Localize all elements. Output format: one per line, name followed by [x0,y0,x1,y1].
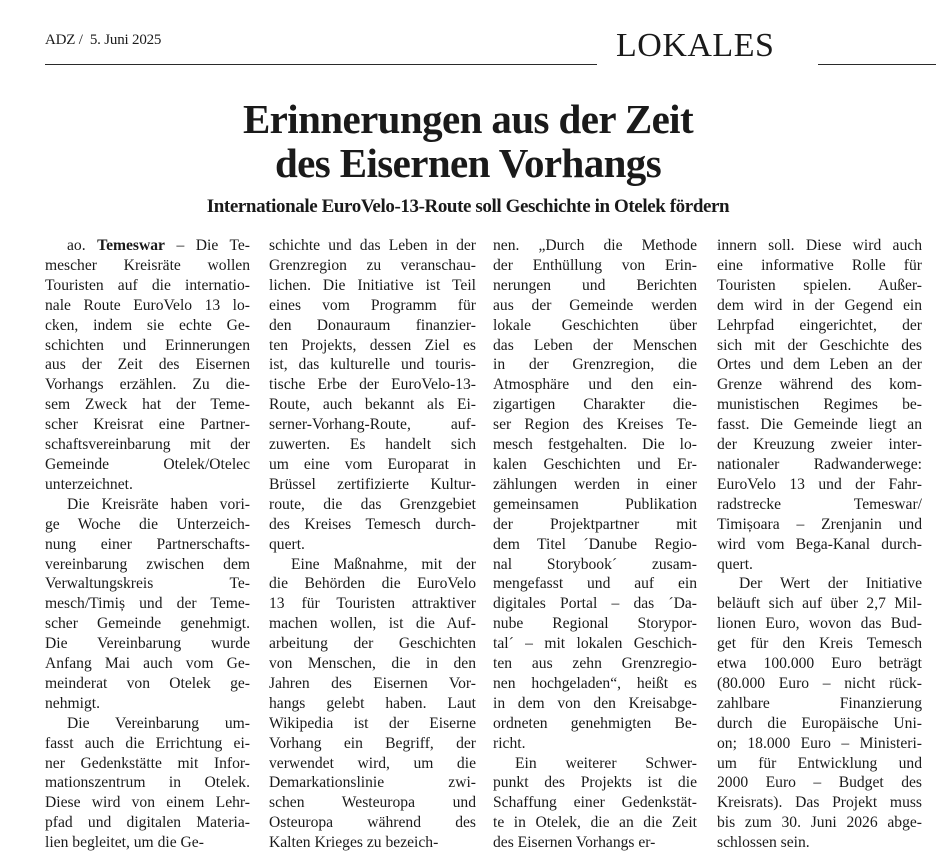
text-line: Diese wird von einem Lehr- [45,794,250,812]
text-line: route, die das Grenzgebiet [269,495,476,513]
publication-dateline [45,32,161,49]
text-line: durch die Europäische Uni- [717,714,922,732]
headline-line-1: Erinnerungen aus der Zeit [242,96,694,142]
text-line: lokale Geschichten über [493,316,697,334]
article-headline [0,97,936,185]
article-column-3 [493,236,697,853]
text-line: zahlbare Finanzierung [717,694,922,712]
text-line: Jahren des Eisernen Vor- [269,674,476,692]
text-line: Atmosphäre und den ein- [493,376,697,394]
text-line: meinderat von Otelek ge- [45,674,250,692]
text-line: des Kreises Temesch durch- [269,515,476,533]
text-line: Die Vereinbarung wurde [45,635,250,653]
text-line: Ein weiterer Schwer- [515,754,697,772]
text-line: eine informative Rolle für [717,256,922,274]
article-column-2 [269,236,476,853]
text-line: um eine vom Europarat in [269,455,476,473]
text-line: von Menschen, die in den [269,655,476,673]
text-line: Kalten Krieges zu bezeich- [269,834,439,852]
publication-name: ADZ / [45,32,83,48]
text-line: ge Woche die Unterzeich- [45,515,250,533]
text-line: Demarkationslinie zwi- [269,774,476,792]
text-line: ist, das kulturelle und touris- [269,356,476,374]
text-line: Gemeinde Otelek/Otelec [45,455,250,473]
text-line: Ortes und dem Leben an der [717,356,922,374]
text-line: munistischen Regimes be- [717,396,922,414]
text-line: fasst. Die Gemeinde liegt an [717,416,922,434]
text-line: digitales Portal – das ´Da- [493,595,697,613]
text-line: ao. Temeswar – Die Te- [67,237,251,254]
text-line: in der Grenzregion, die [493,356,697,374]
text-line: nehmigt. [45,694,101,712]
text-line: quert. [717,555,753,573]
text-line: punkt des Projekts ist die [493,774,697,792]
text-line: te in Otelek, die an die Zeit [493,814,697,832]
text-line: Brüssel zertifizierte Kultur- [269,475,476,493]
text-line: wird vom Bega-Kanal durch- [717,535,922,553]
text-line: schlossen sein. [717,834,810,852]
text-line: nationaler Radwanderwege: [717,455,922,473]
text-line: 13 für Touristen attraktiver [269,595,476,613]
text-line: bis zum 30. Juni 2026 abge- [717,814,922,832]
text-line: in dem von den Kreisabge- [493,694,697,712]
text-line: mengefasst und auf ein [493,575,697,593]
text-line: beläuft sich auf über 2,7 Mil- [717,595,922,613]
article-column-4 [717,236,922,853]
text-line: serner-Vorhang-Route, auf- [269,416,476,434]
text-line: Eine Maßnahme, mit der [291,555,476,573]
text-line: Der Wert der Initiative [739,575,922,593]
text-line: der Kreuzung zweier inter- [717,436,922,454]
text-line: nung einer Partnerschafts- [45,535,250,553]
text-line: lionen Euro, wovon das Bud- [717,615,922,633]
text-line: ser Region des Kreises Te- [493,416,697,434]
text-line: radstrecke Temeswar/ [717,495,922,513]
text-line: sem Zweck hat der Teme- [45,396,250,414]
text-line: nen hochgeladen“, heißt es [493,674,697,692]
text-line: den Donauraum finanzier- [269,316,476,334]
text-line: zählungen werden in einer [493,475,697,493]
text-line: Wikipedia ist der Eiserne [269,714,476,732]
text-line: etwa 100.000 Euro beträgt [717,655,922,673]
text-line: schaftsvereinbarung mit der [45,436,250,454]
text-line: kalen Geschichten und Er- [493,455,697,473]
text-line: Grenze während des kom- [717,376,922,394]
text-line: mescher Kreisräte wollen [45,256,250,274]
header-rule-right [818,64,936,65]
text-line: schen Westeuropa und [269,794,476,812]
headline-line-2: des Eisernen Vorhangs [274,140,662,186]
text-line: lien begleitet, um die Ge- [45,834,204,852]
text-line: Vorhang ein Begriff, der [269,734,476,752]
text-line: ten Projekts, dessen Ziel es [269,336,476,354]
text-line: tische Erbe der EuroVelo-13- [269,376,476,394]
text-line: nen. „Durch die Methode [493,237,697,254]
text-line: mationszentrum in Otelek. [45,774,250,792]
text-line: ner Gedenkstätte mit Infor- [45,754,250,772]
page-header [0,0,936,80]
text-line: unterzeichnet. [45,475,133,493]
text-line: fasst auch die Errichtung ei- [45,734,250,752]
text-line: Grenzregion zu veranschau- [269,256,476,274]
text-line: des Eisernen Vorhangs er- [493,834,656,852]
text-line: aus der Zeit des Eisernen [45,356,250,374]
text-line: der Enthüllung von Erin- [493,256,697,274]
text-line: eines vom Programm für [269,296,476,314]
text-line: dem wird in der Gegend ein [717,296,922,314]
text-line: arbeitung der Geschichten [269,635,476,653]
text-line: tal´ – mit lokalen Geschich- [493,635,697,653]
article-subheadline: Internationale EuroVelo-13-Route soll Geschichte in Otelek fördern [206,196,730,217]
text-line: schichte und das Leben in der [269,237,476,254]
text-line: vereinbarung zwischen dem [45,555,250,573]
text-line: verwendet wird, um die [269,754,476,772]
text-line: um für Entwicklung und [717,754,922,772]
text-line: Timișoara – Zrenjanin und [717,515,922,533]
text-line: pfad und digitalen Materia- [45,814,250,832]
text-line: Anfang Mai auch vom Ge- [45,655,250,673]
text-line: richt. [493,734,526,752]
text-line: aus der Gemeinde werden [493,296,697,314]
text-line: zigartigen Charakter die- [493,396,697,414]
text-line: Lehrpfad eingerichtet, der [717,316,922,334]
text-line: zuwerten. Es handelt sich [269,436,476,454]
text-line: hangs gelebt haben. Laut [269,694,476,712]
text-line: die Behörden die EuroVelo [269,575,476,593]
section-title: LOKALES [616,27,775,64]
text-line: EuroVelo 13 und der Fahr- [717,475,922,493]
text-line: mesch/Timiș und der Teme- [45,595,250,613]
text-line: Verwaltungskreis Te- [45,575,250,593]
text-line: 2000 Euro – Budget des [717,774,922,792]
text-line: Die Kreisräte haben vori- [67,495,250,513]
text-line: Touristen spielen. Außer- [717,276,922,294]
text-line: quert. [269,535,305,553]
text-line: Touristen auf die internatio- [45,276,250,294]
text-line: Kreisrats). Das Projekt muss [717,794,922,812]
text-line: scher Kreisrat eine Partner- [45,416,250,434]
text-line: mesch festgehalten. Die lo- [493,436,697,454]
text-line: ten aus zehn Grenzregio- [493,655,697,673]
text-line: ordneten genehmigten Be- [493,714,697,732]
text-line: lichen. Die Initiative ist Teil [269,276,476,294]
text-line: dem Titel ´Danube Regio- [493,535,697,553]
text-line: cken, indem sie echte Ge- [45,316,250,334]
text-line: get für den Kreis Temesch [717,635,922,653]
article-column-1 [45,236,250,853]
text-line: schichten und Erinnerungen [45,336,250,354]
text-line: (80.000 Euro – nicht rück- [717,674,922,692]
text-line: scher Gemeinde genehmigt. [45,615,250,633]
text-line: Schaffung einer Gedenkstät- [493,794,697,812]
text-line: das Leben der Menschen [493,336,697,354]
text-line: Vorhangs erzählen. Zu die- [45,376,250,394]
text-line: machen wollen, ist die Auf- [269,615,476,633]
dateline-city: Temeswar [97,237,165,254]
header-rule-left [45,64,597,65]
text-line: Route, auch bekannt als Ei- [269,396,476,414]
text-line: nube Regional Storypor- [493,615,697,633]
text-line: der Projektpartner mit [493,515,697,533]
text-line: nerungen und Berichten [493,276,697,294]
text-line: Die Vereinbarung um- [67,714,250,732]
text-line: nale Route EuroVelo 13 lo- [45,296,250,314]
byline: ao. [67,237,98,254]
issue-date: 5. Juni 2025 [89,32,162,48]
text-line: gemeinsamen Publikation [493,495,697,513]
text-line: on; 18.000 Euro – Ministeri- [717,734,922,752]
text-line: Osteuropa während des [269,814,476,832]
text-line: nal Storybook´ zusam- [493,555,697,573]
text-line: innern soll. Diese wird auch [717,237,922,254]
text-line: sich mit der Geschichte des [717,336,922,354]
